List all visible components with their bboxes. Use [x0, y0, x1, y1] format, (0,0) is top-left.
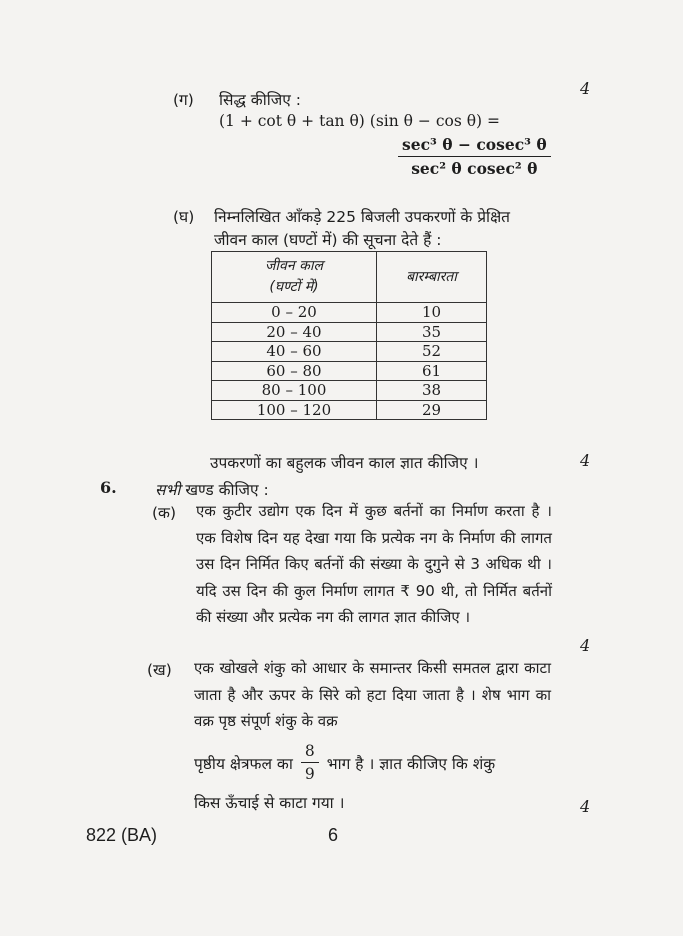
- part-g-rhs-denominator: sec² θ cosec² θ: [411, 159, 538, 178]
- part-kh-last-line: किस ऊँचाई से काटा गया ।: [194, 794, 345, 812]
- question-6-instruction-emphasis: सभी: [155, 481, 181, 499]
- frequency-cell: 52: [377, 342, 487, 362]
- table-row: [212, 342, 487, 362]
- part-gh-question: उपकरणों का बहुलक जीवन काल ज्ञात कीजिए ।: [210, 454, 479, 472]
- lifetime-cell: 60 – 80: [212, 361, 377, 381]
- part-gh-marks: 4: [580, 451, 591, 470]
- part-gh-line1: निम्नलिखित आँकड़े 225 बिजली उपकरणों के प्रेक्षित: [214, 208, 511, 226]
- page-number: 6: [328, 825, 339, 845]
- column-header-frequency: बारम्बारता: [377, 252, 487, 303]
- lifetime-cell: 100 – 120: [212, 400, 377, 420]
- frequency-cell: 29: [377, 400, 487, 420]
- part-kh-fraction-line: [194, 742, 495, 783]
- part-g-marks: 4: [580, 79, 591, 98]
- frequency-cell: 10: [377, 303, 487, 323]
- table-row: [212, 381, 487, 401]
- part-k-label: (क): [152, 504, 176, 522]
- table-row: [212, 361, 487, 381]
- part-k-marks: 4: [580, 636, 591, 655]
- part-g-label: (ग): [173, 91, 194, 109]
- column-header-lifetime: [212, 252, 377, 303]
- lifetime-frequency-table: [211, 251, 487, 420]
- fraction-denominator: 9: [304, 765, 315, 783]
- table-row: [212, 303, 487, 323]
- part-g-instruction: सिद्ध कीजिए :: [219, 91, 301, 109]
- question-6-instruction-rest: खण्ड कीजिए :: [185, 481, 269, 499]
- part-gh-label: (घ): [173, 208, 195, 226]
- column-header-lifetime-line1: जीवन काल: [265, 258, 323, 274]
- lifetime-cell: 20 – 40: [212, 322, 377, 342]
- frequency-cell: 35: [377, 322, 487, 342]
- part-kh-label: (ख): [147, 661, 172, 679]
- lifetime-cell: 80 – 100: [212, 381, 377, 401]
- part-g-rhs-fraction: [398, 135, 551, 178]
- part-kh-marks: 4: [580, 797, 591, 816]
- frequency-cell: 38: [377, 381, 487, 401]
- lifetime-cell: 0 – 20: [212, 303, 377, 323]
- eight-ninths-fraction: [301, 742, 319, 783]
- question-6-instruction: [155, 478, 269, 500]
- part-kh-text: एक खोखले शंकु को आधार के समान्तर किसी समतल द्वारा काटा जाता है और ऊपर के सिरे को हटा दिया जाता है । शेष भाग का वक्र पृष्ठ संपूर्ण शंकु के वक्र: [194, 659, 551, 730]
- table-header-row: [212, 252, 487, 303]
- part-k-text: एक कुटीर उद्योग एक दिन में कुछ बर्तनों का निर्माण करता है । एक विशेष दिन यह देखा गया कि प्रत्येक नग के निर्माण की लागत उस दिन निर्मित किए बर्तनों की संख्या के दुगुने से 3 अधिक थी । यदि उस दिन की कुल निर्माण लागत ₹ 90 थी, तो निर्मित बर्तनों की संख्या और प्रत्येक नग की लागत ज्ञात कीजिए ।: [196, 502, 552, 626]
- table-row: [212, 322, 487, 342]
- part-g-rhs-numerator: sec³ θ − cosec³ θ: [398, 135, 551, 157]
- part-kh-text-after-fraction: भाग है । ज्ञात कीजिए कि शंकु: [326, 754, 496, 773]
- part-gh-line2: जीवन काल (घण्टों में) की सूचना देते हैं :: [214, 231, 442, 249]
- column-header-lifetime-line2: (घण्टों में): [269, 279, 319, 295]
- lifetime-cell: 40 – 60: [212, 342, 377, 362]
- fraction-numerator: 8: [301, 742, 319, 763]
- question-6-number: 6.: [100, 478, 117, 497]
- frequency-cell: 61: [377, 361, 487, 381]
- part-g-lhs: (1 + cot θ + tan θ) (sin θ − cos θ) =: [219, 112, 501, 130]
- paper-code: 822 (BA): [86, 825, 158, 845]
- table-row: [212, 400, 487, 420]
- part-kh-text-before-fraction: पृष्ठीय क्षेत्रफल का: [194, 754, 293, 773]
